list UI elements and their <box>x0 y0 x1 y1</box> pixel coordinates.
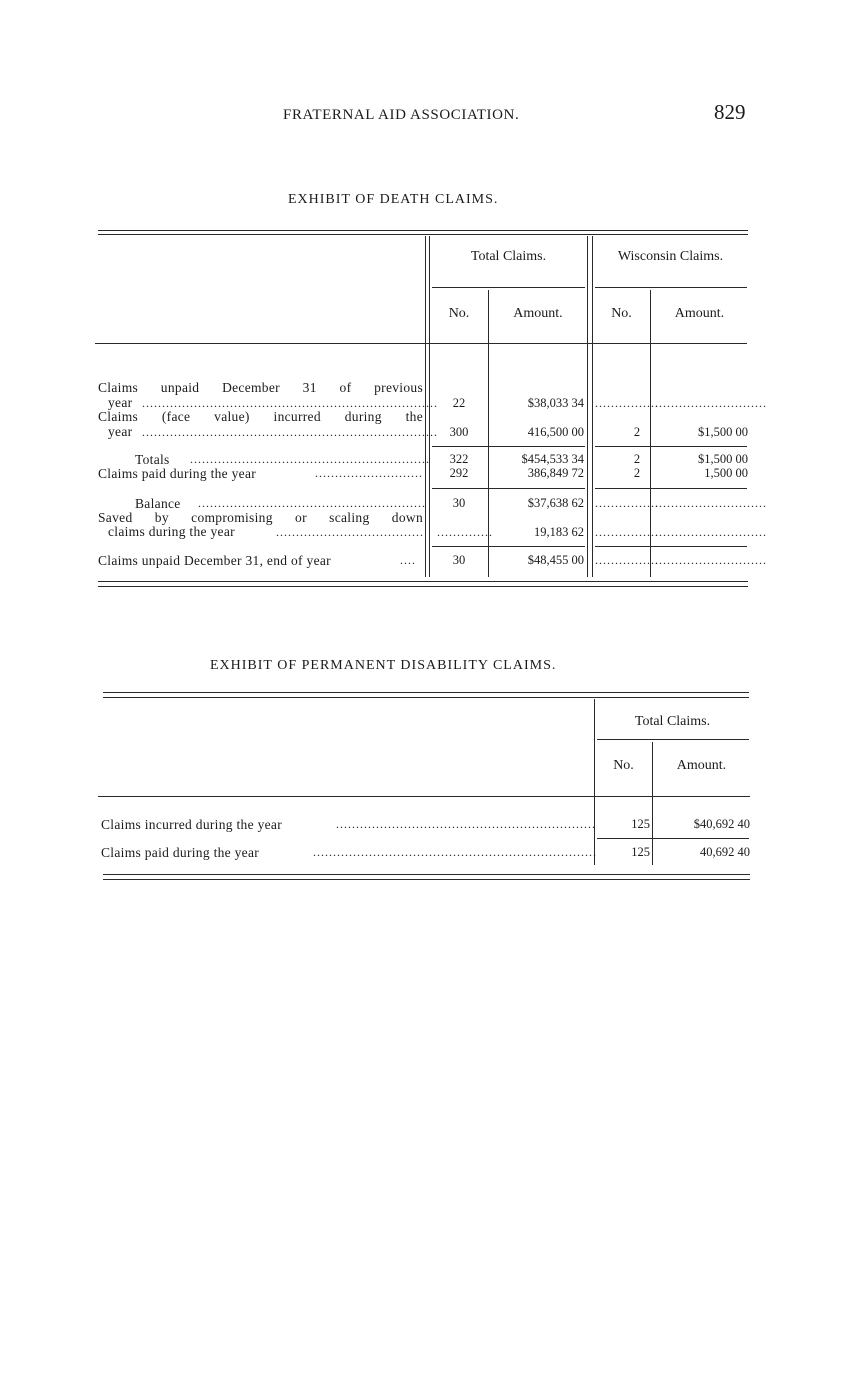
wisconsin-amount: $1,500 00 <box>698 425 748 439</box>
rule <box>595 287 747 288</box>
total-claims-header: Total Claims. <box>470 249 547 264</box>
total-no: 125 <box>631 845 650 859</box>
wisconsin-amount: $1,500 00 <box>698 452 748 466</box>
total-no-header: No. <box>448 306 470 321</box>
row-label-cont: year <box>108 424 133 439</box>
total-no: 30 <box>452 496 466 510</box>
total-amount: $454,533 34 <box>521 452 584 466</box>
leader-dots: ..................................... <box>276 525 424 539</box>
total-no: 292 <box>449 466 469 480</box>
row-label: Balance <box>135 496 181 511</box>
wisconsin-no-header: No. <box>611 306 632 321</box>
rule <box>103 697 749 698</box>
leader-dots: ........................... <box>315 466 423 480</box>
wisconsin-amount-header: Amount. <box>674 306 725 321</box>
total-amount: 40,692 40 <box>700 845 750 859</box>
total-no: 322 <box>449 452 469 466</box>
total-amount: 19,183 62 <box>534 525 584 539</box>
rule <box>98 581 748 582</box>
running-head: FRATERNAL AID ASSOCIATION. <box>283 107 520 123</box>
total-no: 30 <box>452 553 466 567</box>
rule <box>597 838 749 839</box>
empty-cell-dots: ............................ <box>655 496 767 510</box>
row-label-cont: year <box>108 395 133 410</box>
empty-cell-dots: ............................ <box>655 525 767 539</box>
total-no: 125 <box>631 817 650 831</box>
rule <box>103 692 749 693</box>
empty-cell-dots: ............................ <box>655 553 767 567</box>
leader-dots: .......................................................................... <box>142 425 438 439</box>
rule <box>432 287 585 288</box>
rule <box>595 488 747 489</box>
total-amount: $48,455 00 <box>527 553 584 567</box>
rule <box>98 796 750 797</box>
total-no: 300 <box>449 425 469 439</box>
rule <box>103 874 750 875</box>
rule <box>432 488 585 489</box>
rule <box>98 230 748 231</box>
row-label: Claims unpaid December 31 of previous <box>98 380 423 395</box>
leader-dots: ....................................................................... <box>313 845 597 859</box>
rule <box>432 446 585 447</box>
wisconsin-amount: 1,500 00 <box>704 466 748 480</box>
wisconsin-no: 2 <box>633 425 641 439</box>
leader-dots: .......................................................................... <box>142 396 438 410</box>
total-amount: $37,638 62 <box>527 496 584 510</box>
total-amount: $40,692 40 <box>693 817 750 831</box>
total-no: 22 <box>452 396 466 410</box>
rule <box>98 586 748 587</box>
total-amount: 386,849 72 <box>527 466 584 480</box>
row-label: Claims paid during the year <box>98 466 257 481</box>
wisconsin-no: 2 <box>633 452 641 466</box>
column-divider <box>587 236 588 577</box>
rule <box>103 879 750 880</box>
total-amount: 416,500 00 <box>527 425 584 439</box>
column-divider <box>592 236 593 577</box>
row-label-cont: claims during the year <box>108 524 235 539</box>
rule <box>432 546 585 547</box>
row-label: Claims unpaid December 31, end of year <box>98 553 331 568</box>
disability-claims-title: EXHIBIT OF PERMANENT DISABILITY CLAIMS. <box>210 658 557 673</box>
total-amount-header: Amount. <box>676 758 727 773</box>
row-label: Claims (face value) incurred during the <box>98 409 423 424</box>
rule <box>95 343 747 344</box>
rule <box>595 546 747 547</box>
empty-cell-dots: ................ <box>595 553 659 567</box>
leader-dots: .... <box>400 553 416 567</box>
empty-cell-dots: ................ <box>595 525 659 539</box>
rule <box>98 234 748 235</box>
leader-dots: ............................................................ <box>190 452 430 466</box>
leader-dots: ................................................................. <box>336 817 596 831</box>
total-no-header: No. <box>613 758 634 773</box>
row-label: Claims incurred during the year <box>101 817 282 832</box>
rule <box>597 739 749 740</box>
total-claims-header: Total Claims. <box>634 714 711 729</box>
page-number: 829 <box>714 100 746 124</box>
empty-cell-dots: .............. <box>437 525 493 539</box>
empty-cell-dots: ................ <box>595 396 659 410</box>
total-amount-header: Amount. <box>513 306 563 321</box>
empty-cell-dots: ................ <box>595 496 659 510</box>
death-claims-title: EXHIBIT OF DEATH CLAIMS. <box>288 192 499 207</box>
wisconsin-claims-header: Wisconsin Claims. <box>617 249 724 264</box>
empty-cell-dots: ............................ <box>655 396 767 410</box>
row-label: Totals <box>135 452 170 467</box>
leader-dots: ......................................................... <box>198 496 426 510</box>
row-label: Claims paid during the year <box>101 845 260 860</box>
total-amount: $38,033 34 <box>527 396 584 410</box>
wisconsin-no: 2 <box>633 466 641 480</box>
row-label: Saved by compromising or scaling down <box>98 510 423 525</box>
rule <box>595 446 747 447</box>
